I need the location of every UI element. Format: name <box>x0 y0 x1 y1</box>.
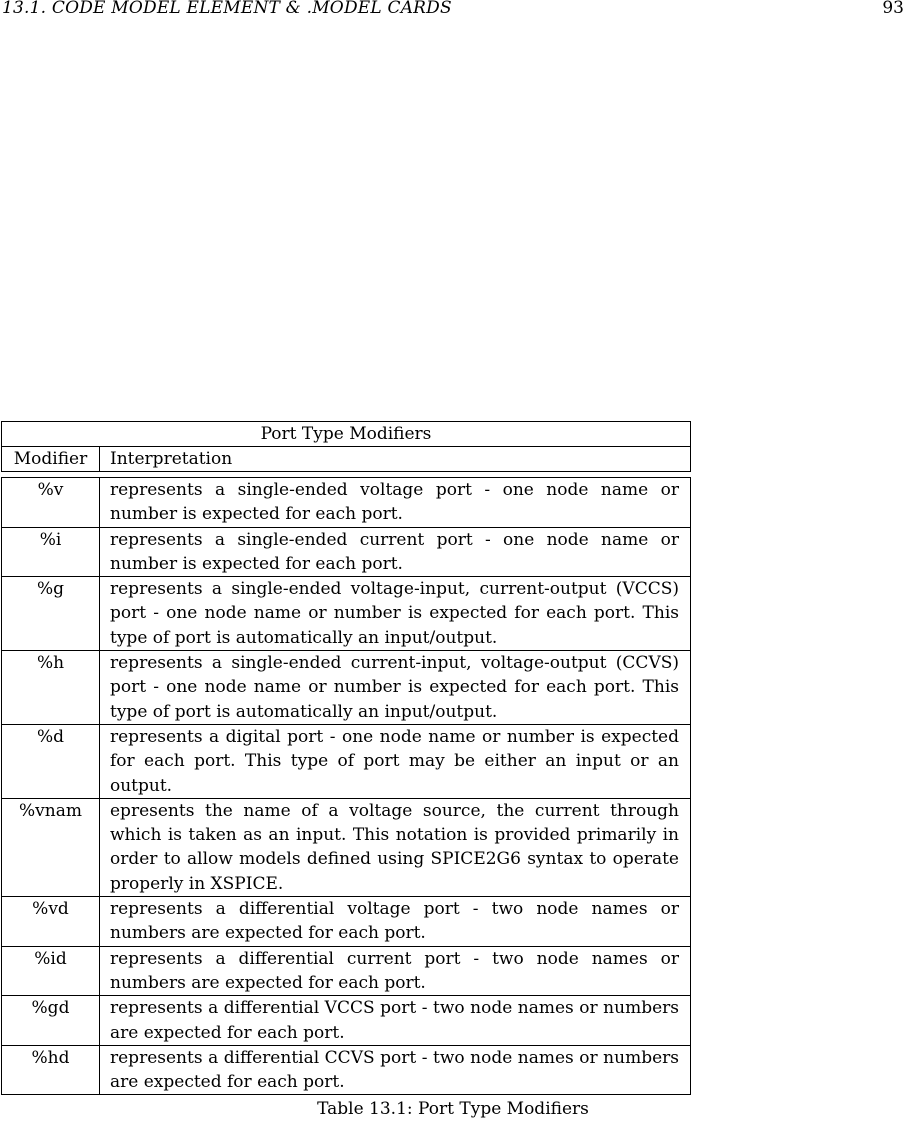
table-row <box>2 896 690 946</box>
interpretation-cell: represents a digital port - one node name or number is expected for each port. This type of port may be either an input or an output. <box>110 726 679 796</box>
modifier-cell: %v <box>2 478 100 527</box>
table-row <box>2 995 690 1045</box>
running-header <box>0 0 906 22</box>
table-caption: Table 13.1: Port Type Modifiers <box>317 1099 589 1119</box>
modifier-cell: %gd <box>2 996 100 1045</box>
modifier-cell: %g <box>2 577 100 650</box>
interpretation-cell: represents a single-ended voltage port - one node name or number is expected for each port. <box>110 480 679 525</box>
table-body <box>1 477 691 1095</box>
table-row <box>2 650 690 724</box>
column-header-modifier: Modifier <box>2 447 100 471</box>
table-title: Port Type Modifiers <box>1 421 691 447</box>
modifier-cell: %h <box>2 651 100 724</box>
table-row <box>2 1045 690 1095</box>
section-title: 13.1. CODE MODEL ELEMENT & .MODEL CARDS <box>2 0 452 18</box>
modifier-cell: %d <box>2 725 100 798</box>
interpretation-cell: epresents the name of a voltage source, the current through which is taken as an input. This notation is provided primarily in order to allow models defined using SPICE2G6 syntax to operate properly in XSPICE. <box>110 800 679 894</box>
interpretation-cell: represents a differential voltage port - two node names or numbers are expected for each port. <box>110 899 679 944</box>
table-row <box>2 798 690 896</box>
port-type-modifiers-table <box>1 421 691 1095</box>
column-header-interpretation: Interpretation <box>110 449 233 469</box>
interpretation-cell: represents a differential current port - two node names or numbers are expected for each port. <box>110 948 679 993</box>
table-row <box>2 946 690 996</box>
modifier-cell: %vnam <box>2 799 100 896</box>
interpretation-cell: represents a differential VCCS port - two node names or numbers are expected for each port. <box>110 998 679 1043</box>
table-header-row <box>1 447 691 472</box>
interpretation-cell: represents a single-ended voltage-input, current-output (VCCS) port - one node name or number is expected for each port. This type of port is automatically an input/output. <box>110 579 679 648</box>
interpretation-cell: represents a single-ended current port - one node name or number is expected for each port. <box>110 529 679 574</box>
page-number: 93 <box>882 0 904 18</box>
table-row <box>2 576 690 650</box>
modifier-cell: %i <box>2 528 100 577</box>
table-row <box>2 724 690 798</box>
modifier-cell: %id <box>2 947 100 996</box>
table-row <box>2 527 690 577</box>
modifier-cell: %vd <box>2 897 100 946</box>
table-row <box>2 478 690 527</box>
interpretation-cell: represents a single-ended current-input, voltage-output (CCVS) port - one node name or number is expected for each port. This type of port is automatically an input/output. <box>110 653 679 722</box>
interpretation-cell: represents a differential CCVS port - two node names or numbers are expected for each port. <box>110 1047 679 1093</box>
modifier-cell: %hd <box>2 1046 100 1095</box>
